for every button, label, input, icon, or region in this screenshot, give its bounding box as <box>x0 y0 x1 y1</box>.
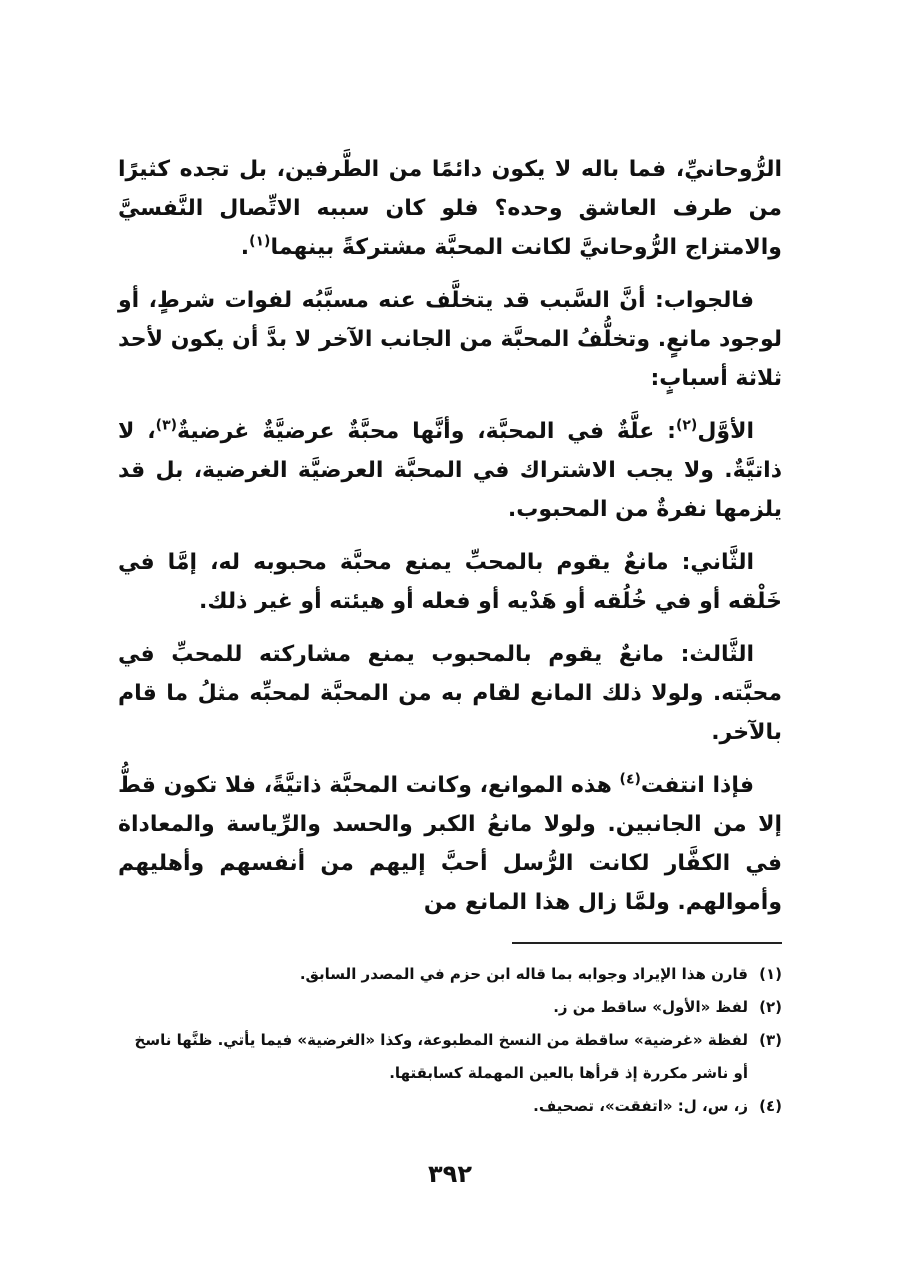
footnote-ref-2[interactable]: (٢) <box>675 417 698 434</box>
paragraph-1-end: . <box>240 235 250 260</box>
footnotes <box>118 958 782 1123</box>
footnote-3 <box>118 1024 782 1090</box>
footnote-number: (١) <box>759 965 782 983</box>
footnote-separator <box>512 942 782 944</box>
paragraph-4-text: الثَّاني: مانعٌ يقوم بالمحبِّ يمنع محبَّة محبوبه له، إمَّا في خَلْقه أو في خُلُقه أو هَدْيه أو فعله أو هيئته أو غير ذلك. <box>118 550 782 614</box>
paragraph-6-start: فإذا انتفت <box>640 773 755 798</box>
footnote-text: لفظ «الأول» ساقط من ز. <box>553 998 748 1016</box>
footnote-number: (٢) <box>759 998 782 1016</box>
footnote-text: ز، س، ل: «اتفقت»، تصحيف. <box>533 1097 748 1115</box>
paragraph-3-start: الأوَّل <box>697 419 754 444</box>
footnote-ref-1[interactable]: (١) <box>249 233 271 250</box>
page-number: ٣٩٢ <box>428 1160 472 1188</box>
paragraph-3 <box>118 412 782 529</box>
paragraph-3-middle: : علَّةٌ في المحبَّة، وأنَّها محبَّةٌ عرضيَّةٌ غرضيةٌ <box>177 419 676 444</box>
footnote-2 <box>118 991 782 1024</box>
footnote-ref-3[interactable]: (٣) <box>155 417 178 434</box>
paragraph-6-end: هذه الموانع، وكانت المحبَّة ذاتيَّةً، فلا تكون قطُّ إلا من الجانبين. ولولا مانعُ الكبر والحسد والرِّياسة والمعاداة في الكفَّار لكانت الرُّسل أحبَّ إليهم من أنفسهم وأهليهم وأموالهم. ولمَّا زال هذا المانع من <box>118 773 782 915</box>
footnote-4 <box>118 1090 782 1123</box>
paragraph-2 <box>118 281 782 398</box>
footnote-text: قارن هذا الإيراد وجوابه بما قاله ابن حزم في المصدر السابق. <box>299 965 748 983</box>
paragraph-5 <box>118 635 782 752</box>
paragraph-4 <box>118 543 782 621</box>
paragraph-6 <box>118 766 782 922</box>
paragraph-1-text: الرُّوحانيِّ، فما باله لا يكون دائمًا من الطَّرفين، بل تجده كثيرًا من طرف العاشق وحده؟ فلو كان سببه الاتِّصال النَّفسيَّ والامتزاج الرُّوحانيَّ لكانت المحبَّة مشتركةً بينهما <box>118 157 782 260</box>
footnote-1 <box>118 958 782 991</box>
footnote-text: لفظة «غرضية» ساقطة من النسخ المطبوعة، وكذا «الغرضية» فيما يأتي. ظنَّها ناسخ أو ناشر مكررة إذ قرأها بالعين المهملة كسابقتها. <box>134 1031 748 1082</box>
footnote-number: (٣) <box>759 1031 782 1049</box>
paragraph-2-text: فالجواب: أنَّ السَّبب قد يتخلَّف عنه مسبَّبُه لفوات شرطٍ، أو لوجود مانعٍ. وتخلُّفُ المحبَّة من الجانب الآخر لا بدَّ أن يكون لأحد ثلاثة أسبابٍ: <box>118 288 782 391</box>
paragraph-5-text: الثَّالث: مانعٌ يقوم بالمحبوب يمنع مشاركته للمحبِّ في محبَّته. ولولا ذلك المانع لقام به من المحبَّة لمحبِّه مثلُ ما قام بالآخر. <box>118 642 782 745</box>
footnote-number: (٤) <box>759 1097 782 1115</box>
paragraph-1 <box>118 150 782 267</box>
footnote-ref-4[interactable]: (٤) <box>619 771 641 788</box>
paragraph-3-end: ، لا ذاتيَّةٌ. ولا يجب الاشتراك في المحبَّة العرضيَّة الغرضية، بل قد يلزمها نفرةٌ من المحبوب. <box>118 419 782 522</box>
main-text <box>118 150 782 936</box>
